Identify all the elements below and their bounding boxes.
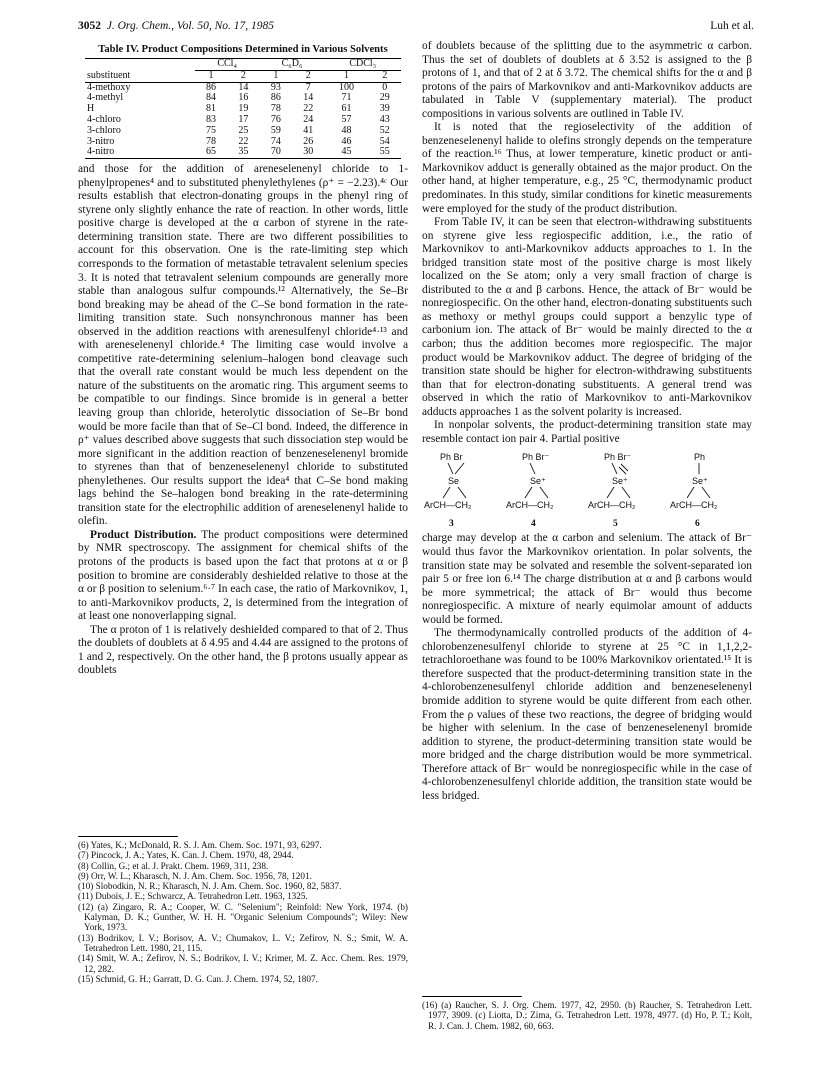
value-cell: 24 — [303, 113, 314, 125]
col-header: 2 — [292, 70, 324, 82]
header-left — [78, 20, 274, 32]
value-cell: 39 — [379, 103, 390, 115]
structure-5-number: 5 — [613, 519, 618, 530]
structure-5-top: Ph Br⁻ — [604, 452, 632, 463]
value-cell: 7 — [305, 81, 311, 93]
structure-3-bottom: ArCH—CH₂ — [424, 500, 472, 511]
value-cell: 84 — [205, 92, 216, 104]
value-cell: 14 — [238, 81, 249, 93]
col-header: 1 — [195, 70, 227, 82]
value-cell: 14 — [303, 92, 314, 104]
value-cell: 55 — [369, 147, 402, 158]
value-cell: 35 — [227, 147, 259, 158]
left-paragraph-1: and those for the addition of areneselenenyl chloride to 1-phenylpropenes⁴ and to substituted phenylethylenes (ρ⁺ = −2.23).⁴ᶜ Our results establish that electron-donating groups in the phenyl ring of styrene only slightly enhance the rate of reaction. In other words, little positive charge is developed at the α carbon of styrene in the rate-determining transition state. There are two different possibilities to account for this observation. One is the rate-limiting step which corresponds to the formation of metastable tetravalent selenium species 3. It is noted that tetravalent selenium compounds are generally more stable than analogous sulfur compounds.¹² Alternatively, the Se–Br bond breaking may be ahead of the C–Se bond formation in the rate-limiting transition state. Such nonsynchronous manner has been observed in the addition reactions with arenesulfenyl chloride⁴·¹³ and with areneselenenyl chloride.⁴ The limiting case would involve a competitive rate-determining selenium–halogen bond cleavage such that the overall rate constant would be much less dependent on the nature of the substituents on the aromatic ring. This argument seems to be compatible to our findings. Since bromide is in general a better leaving group than chloride, heterolytic dissociation of Se–Br bond would be more facile than that of Se–Cl bond. Indeed, the difference in ρ⁺ values described above suggests that such dissociation step would be more significant in the addition reaction of benzeneselenenyl bromide to styrenes than that of benzeneselenenyl chloride to substituted phenylethenes. Our results support the idea⁴ that C–Se bond making lags behind the Se–halogen bond breaking in the rate-determining transition state for the electrophilic addition of areneselenenyl halide to olefin. — [78, 163, 408, 528]
value-cell: 86 — [205, 81, 216, 93]
structure-4-se: Se⁺ — [530, 476, 546, 487]
value-cell: 52 — [379, 124, 390, 136]
structure-6 — [670, 452, 718, 529]
structure-4 — [506, 452, 554, 529]
value-cell: 86 — [270, 92, 281, 104]
value-cell: 16 — [238, 92, 249, 104]
right-paragraph-3: From Table IV, it can be seen that electron-withdrawing substituents on styrene give less regiospecific addition, i.e., the ratio of Markovnikov to anti-Markovnikov adducts approaches to 1. In the bridged transition state most of the positive charge is most likely localized on the Se atom; only a very small fraction of charge is distributed to the α and β carbons. Hence, the attack of Br⁻ would be nonregiospecific. On the other hand, electron-donating substituents such as methoxy or methyl groups could support a benzylic type of carbonium ion. The attack of Br⁻ would be mainly directed to the α carbon; thus the addition becomes more regiospecific. The major product would be Markovnikov adduct. The degree of bridging of the transition state should be higher for electron-withdrawing substituents than that for electron-donating substituents. A general trend was observed in which the ratio of Markovnikov to anti-Markovnikov adducts approaches 1 as the solvent polarity is increased. — [422, 216, 752, 418]
table-title: Table IV. Product Compositions Determined in Various Solvents — [98, 44, 388, 55]
structure-3-top: Ph Br — [440, 452, 463, 463]
value-cell: 41 — [303, 124, 314, 136]
solvent-cdcl3: CDCl₃ — [324, 59, 401, 71]
footnote: (12) (a) Zingaro, R. A.; Cooper, W. C. "Selenium"; Reinfold: New York, 1974. (b) Kalyman, D. K.; Gunther, W. H. H. "Organic Selenium Compounds"; Wiley: New York, 1973. — [78, 901, 408, 933]
footnote: (6) Yates, K.; McDonald, R. S. J. Am. Chem. Soc. 1971, 93, 6297. — [78, 840, 322, 850]
footnote: (10) Slobodkin, N. R.; Kharasch, N. J. Am. Chem. Soc. 1960, 82, 5837. — [78, 881, 342, 892]
footnote: (14) Smit, W. A.; Zefirov, N. S.; Bodrikov, I. V.; Krimer, M. Z. Acc. Chem. Res. 1979, 12, 282. — [78, 953, 408, 974]
value-cell: 59 — [270, 124, 281, 136]
footnote: (7) Pincock, J. A.; Yates, K. Can. J. Chem. 1970, 48, 2944. — [78, 850, 294, 861]
structure-4-top: Ph Br⁻ — [522, 452, 550, 463]
section-heading: Product Distribution. — [90, 528, 197, 541]
value-cell: 25 — [238, 124, 249, 136]
col-header: 2 — [227, 70, 259, 82]
right-paragraph-6: The thermodynamically controlled products of the addition of 4-chlorobenzenesulfenyl chloride to styrene at 25 °C in 1,1,2,2-tetrachloroethane was found to be 100% Markovnikov orientated.¹⁵ It is therefore suspected that the product-determining transition state in the 4-chlorobenzenesulfenyl chloride addition and benzeneselenenyl bromide addition to styrene would be quite different from each other. From the ρ values of these two reactions, the degree of bridging would be higher with selenium. In the case of benzeneselenenyl bromide addition to styrene, the product-determining transition state would be more bridged and the charge distribution would be more symmetrical. Therefore attack of Br⁻ would be nonregiospecific while in the case of 4-chlorobenzenesulfenyl chloride addition, the transition state would be less bridged. — [422, 627, 752, 802]
footnotes-left — [78, 836, 408, 984]
value-cell: 78 — [270, 103, 281, 115]
substituent-header: substituent — [85, 70, 195, 82]
value-cell: 57 — [341, 113, 352, 125]
footnote: (15) Schmid, G. H.; Garratt, D. G. Can. J. Chem. 1974, 52, 1807. — [78, 973, 318, 984]
left-column — [78, 40, 408, 678]
value-cell: 22 — [238, 135, 249, 147]
substituent-cell: 3-chloro — [87, 124, 121, 136]
value-cell: 19 — [238, 103, 249, 115]
page-header — [78, 20, 754, 32]
left-paragraph-3: The α proton of 1 is relatively deshielded compared to that of 2. Thus the doublets of doublets at δ 4.95 and 4.44 are assigned to the protons of 1 and 2, respectively. On the other hand, the β protons usually appear as doublets — [78, 623, 408, 677]
structure-4-bottom: ArCH—CH₂ — [506, 500, 554, 511]
value-cell: 61 — [341, 103, 352, 115]
structure-3-number: 3 — [449, 519, 454, 530]
footnotes-right — [422, 996, 752, 1031]
substituent-cell: 4-nitro — [85, 147, 195, 158]
value-cell: 93 — [270, 81, 281, 93]
substituent-cell: 3-nitro — [87, 135, 115, 147]
value-cell: 83 — [205, 113, 216, 125]
journal-citation: J. Org. Chem., Vol. 50, No. 17, 1985 — [106, 20, 275, 32]
substituent-cell: 4-methyl — [87, 92, 124, 104]
value-cell: 100 — [338, 81, 354, 93]
value-cell: 17 — [238, 113, 249, 125]
value-cell: 76 — [270, 113, 281, 125]
structure-3 — [424, 452, 472, 529]
table-row — [85, 147, 401, 158]
table-row — [85, 126, 401, 137]
value-cell: 74 — [270, 135, 281, 147]
col-header: 2 — [369, 70, 402, 82]
right-column — [422, 40, 752, 803]
value-cell: 71 — [341, 92, 352, 104]
value-cell: 26 — [303, 135, 314, 147]
value-cell: 81 — [205, 103, 216, 115]
structure-6-top: Ph — [694, 452, 706, 463]
footnote: (8) Collin, G.; et al. J. Prakt. Chem. 1969, 311, 238. — [78, 860, 269, 871]
structure-6-number: 6 — [695, 519, 700, 530]
footnote: (16) (a) Raucher, S. J. Org. Chem. 1977, 42, 2950. (b) Raucher, S. Tetrahedron Lett. 1977, 3909. (c) Liotta, D.; Zima, G. Tetrahedron Lett. 1978, 4977. (d) Ho, P. T.; Kolt, R. J. Can. J. Chem. 1982, 60, 663. — [422, 1000, 752, 1031]
structure-3-se: Se — [448, 476, 460, 487]
col-header: 1 — [324, 70, 368, 82]
value-cell: 75 — [205, 124, 216, 136]
header-authors: Luh et al. — [710, 20, 754, 32]
value-cell: 46 — [341, 135, 352, 147]
footnote: (9) Orr, W. L.; Kharasch, N. J. Am. Chem. Soc. 1956, 78, 1201. — [78, 870, 312, 881]
footnote: (11) Dubois, J. E.; Schwarcz, A. Tetrahedron Lett. 1963, 1325. — [78, 891, 308, 902]
left-paragraph-2: Product Distribution. The product compositions were determined by NMR spectroscopy. The assignment for chemical shifts of the protons of the products is based upon the fact that protons at α or β position to bromine are considerably deshielded relative to those at the α or β position to selenium.⁶·⁷ In each case, the ratio of Markovnikov, 1, to anti-Markovnikov products, 2, is determined from the integration of at least one nonoverlapping signal. — [78, 528, 408, 623]
solvent-ccl4: CCl₄ — [195, 59, 260, 71]
right-paragraph-5: charge may develop at the α carbon and selenium. The attack of Br⁻ would thus favor the Markovnikov orientation. In polar solvents, the transition state may be solvated and resemble the solvent-separated ion pair 5 or free ion 6.¹⁴ The charge distribution at α and β carbons would be more symmetrical; the attack of Br⁻ would thus become nonregiospecific. A mixture of nearly equimolar amount of adducts would be formed. — [422, 532, 752, 626]
substituent-cell: H — [87, 103, 95, 115]
structure-4-number: 4 — [531, 519, 536, 530]
value-cell: 29 — [379, 92, 390, 104]
substituent-cell: 4-methoxy — [87, 81, 131, 93]
value-cell: 70 — [260, 147, 292, 158]
value-cell: 43 — [379, 113, 390, 125]
solvent-c6d6: C₆D₆ — [260, 59, 325, 71]
right-paragraph-4: In nonpolar solvents, the product-determining transition state may resemble contact ion pair 4. Partial positive — [422, 419, 752, 445]
structure-5 — [588, 452, 636, 529]
value-cell: 0 — [382, 81, 388, 93]
value-cell: 30 — [292, 147, 324, 158]
product-composition-table — [85, 58, 401, 159]
structure-6-se: Se⁺ — [692, 476, 708, 487]
ion-pair-structures — [422, 450, 752, 530]
value-cell: 65 — [195, 147, 227, 158]
right-paragraph-2: It is noted that the regioselectivity of the addition of benzeneselenenyl halide to olefins strongly depends on the temperature of the reaction.¹⁶ Thus, at lower temperature, kinetic product or anti-Markovnikov adduct is generally obtained as the major product. On the other hand, at higher temperature, e.g., 25 °C, thermodynamic product predominates. In this study, similar conditions for kinetic measurements were employed for the study of the product distribution. — [422, 121, 752, 215]
right-paragraph-1: of doublets because of the splitting due to the asymmetric α carbon. Thus the set of doublets of doublets at δ 3.52 is assigned to the β protons of 1, and that of 2 at δ 3.72. The chemical shifts for the α and β protons of the pairs of Markovnikov and anti-Markovnikov adducts are tabulated in Table V (supplementary material). The product compositions in various solvents are outlined in Table IV. — [422, 40, 752, 120]
structure-5-se: Se⁺ — [612, 476, 628, 487]
value-cell: 22 — [303, 103, 314, 115]
col-header: 1 — [260, 70, 292, 82]
footnote: (13) Bodrikov, I. V.; Borisov, A. V.; Chumakov, L. V.; Zefirov, N. S.; Smit, W. A. Tetrahedron Lett. 1980, 21, 115. — [78, 932, 408, 953]
value-cell: 54 — [379, 135, 390, 147]
structure-5-bottom: ArCH—CH₂ — [588, 500, 636, 511]
value-cell: 45 — [324, 147, 368, 158]
substituent-cell: 4-chloro — [87, 113, 121, 125]
page-number: 3052 — [78, 20, 101, 32]
value-cell: 78 — [205, 135, 216, 147]
value-cell: 48 — [341, 124, 352, 136]
structure-6-bottom: ArCH—CH₂ — [670, 500, 718, 511]
